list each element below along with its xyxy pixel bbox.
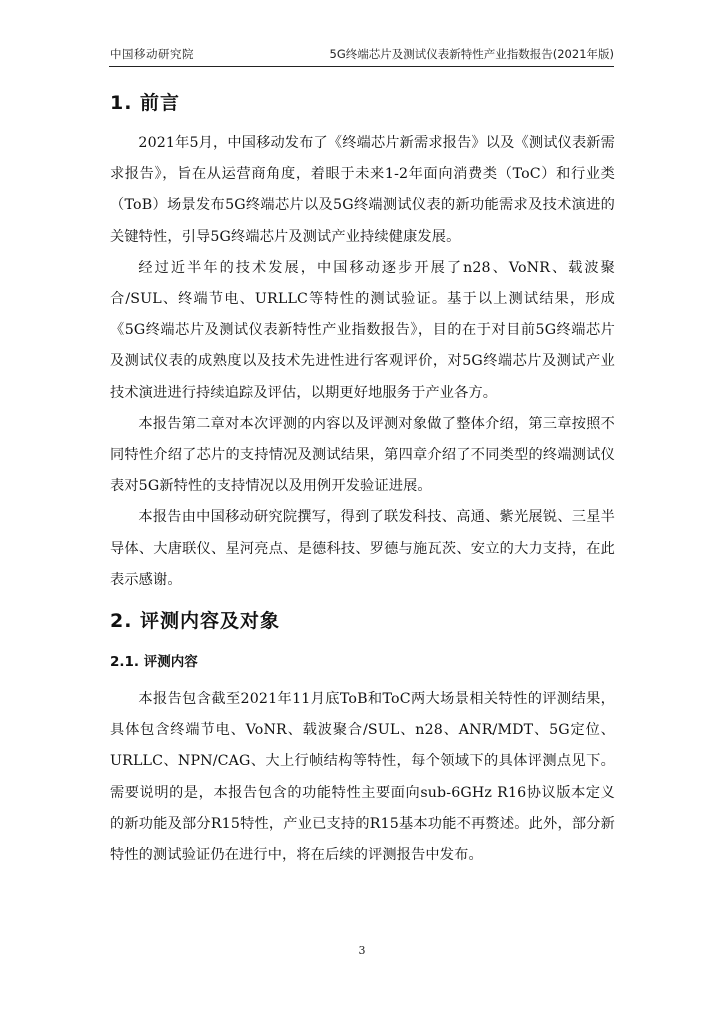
header-org: 中国移动研究院 — [110, 47, 194, 61]
section-1-title: 1. 前言 — [110, 92, 181, 114]
paragraph: 本报告包含截至2021年11月底ToB和ToC两大场景相关特性的评测结果，具体包含终端节电、VoNR、载波聚合/SUL、n28、ANR/MDT、5G定位、URLLC、NPN/CAG、大上行帧结构等特性，每个领域下的具体评测点见下。需要说明的是，本报告包含的功能特性主要面向sub-6GHz R16协议版本定义的新功能及部分R15特性，产业已支持的R15基本功能不再赘述。此外，部分新特性的测试验证仍在进行中，将在后续的评测报告中发布。 — [110, 691, 615, 864]
paragraph: 本报告由中国移动研究院撰写，得到了联发科技、高通、紫光展锐、三星半导体、大唐联仪、星河亮点、是德科技、罗德与施瓦茨、安立的大力支持，在此表示感谢。 — [110, 509, 615, 588]
page-header — [109, 44, 614, 67]
paragraph: 2021年5月，中国移动发布了《终端芯片新需求报告》以及《测试仪表新需求报告》，旨在从运营商角度，着眼于未来1-2年面向消费类（ToC）和行业类（ToB）场景发布5G终端芯片以及5G终端测试仪表的新功能需求及技术演进的关键特性，引导5G终端芯片及测试产业持续健康发展。 — [110, 135, 615, 245]
header-report-title: 5G终端芯片及测试仪表新特性产业指数报告(2021年版) — [329, 47, 614, 61]
section-2-heading-block — [110, 606, 615, 646]
paragraph: 本报告第二章对本次评测的内容以及评测对象做了整体介绍，第三章按照不同特性介绍了芯片的支持情况及测试结果，第四章介绍了不同类型的终端测试仪表对5G新特性的支持情况以及用例开发验证进展。 — [110, 415, 615, 495]
section-2-1-heading-block — [110, 650, 615, 684]
paragraph: 经过近半年的技术发展，中国移动逐步开展了n28、VoNR、载波聚合/SUL、终端节电、URLLC等特性的测试验证。基于以上测试结果，形成《5G终端芯片及测试仪表新特性产业指数报告》，目的在于对目前5G终端芯片及测试仪表的成熟度以及技术先进性进行客观评价，对5G终端芯片及测试产业技术演进进行持续追踪及评估，以期更好地服务于产业各方。 — [110, 259, 615, 401]
section-1-heading-block — [110, 88, 615, 128]
page-content — [110, 84, 615, 871]
section-2-1-title: 2.1. 评测内容 — [110, 654, 198, 671]
section-2-title: 2. 评测内容及对象 — [110, 610, 281, 633]
page-number: 3 — [358, 944, 366, 957]
